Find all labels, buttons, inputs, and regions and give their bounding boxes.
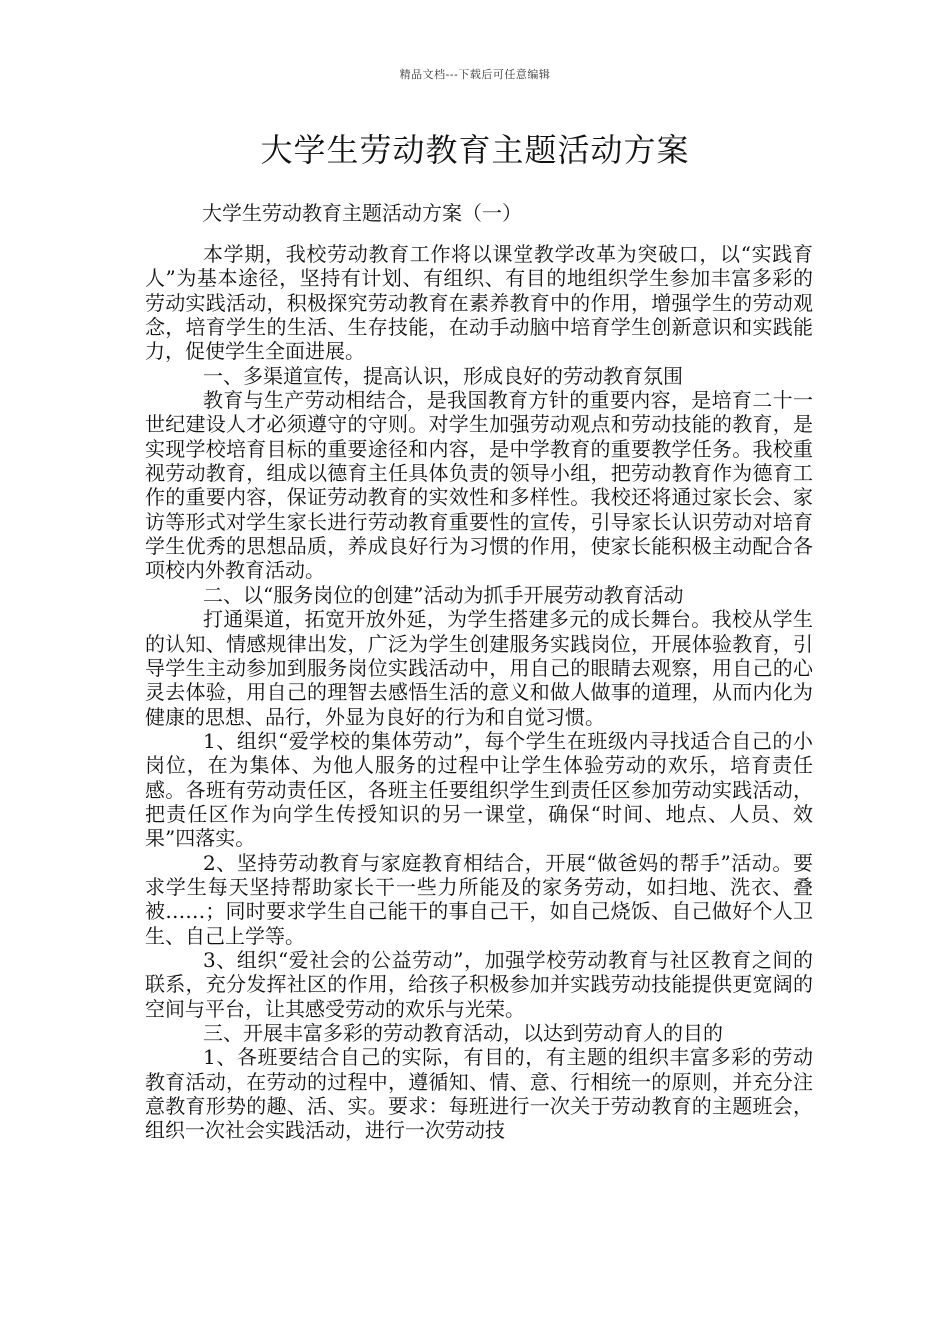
paragraph: 教育与生产劳动相结合，是我国教育方针的重要内容，是培育二十一世纪建设人才必须遵守的守则。对学生加强劳动观点和劳动技能的教育，是实现学校培育目标的重要途径和内容，是中学教育的重要教学任务。我校重视劳动教育，组成以德育主任具体负责的领导小组，把劳动教育作为德育工作的重要内容，保证劳动教育的实效性和多样性。我校还将通过家长会、家访等形式对学生家长进行劳动教育重要性的宣传，引导家长认识劳动对培育学生优秀的思想品质，养成良好行为习惯的作用，使家长能积极主动配合各项校内外教育活动。 [145,388,813,583]
header-note: 精品文档---下载后可任意编辑 [399,68,551,81]
document-subtitle: 大学生劳动教育主题活动方案（一） [202,201,522,225]
section-heading-1: 一、多渠道宣传，提高认识，形成良好的劳动教育氛围 [203,363,683,388]
list-item: 2、坚持劳动教育与家庭教育相结合，开展“做爸妈的帮手”活动。要求学生每天坚持帮助家长干一些力所能及的家务劳动，如扫地、洗衣、叠被……；同时要求学生自己能干的事自己干，如自己烧饭、自己做好个人卫生、自己上学等。 [145,850,813,948]
paragraph-intro: 本学期，我校劳动教育工作将以课堂教学改革为突破口，以“实践育人”为基本途径，坚持有计划、有组织、有目的地组织学生参加丰富多彩的劳动实践活动，积极探究劳动教育在素养教育中的作用，增强学生的劳动观念，培育学生的生活、生存技能，在动手动脑中培育学生创新意识和实践能力，促使学生全面进展。 [145,242,813,364]
paragraph: 打通渠道，拓宽开放外延，为学生搭建多元的成长舞台。我校从学生的认知、情感规律出发，广泛为学生创建服务实践岗位，开展体验教育，引导学生主动参加到服务岗位实践活动中，用自己的眼睛去观察，用自己的心灵去体验，用自己的理智去感悟生活的意义和做人做事的道理，从而内化为健康的思想、品行，外显为良好的行为和自觉习惯。 [145,607,813,729]
list-item: 1、各班要结合自己的实际，有目的，有主题的组织丰富多彩的劳动教育活动，在劳动的过程中，遵循知、情、意、行相统一的原则，并充分注意教育形势的趣、活、实。要求：每班进行一次关于劳动教育的主题班会，组织一次社会实践活动，进行一次劳动技 [145,1045,813,1143]
section-heading-2: 二、以“服务岗位的创建”活动为抓手开展劳动教育活动 [203,582,684,607]
list-item: 1、组织“爱学校的集体劳动”，每个学生在班级内寻找适合自己的小岗位，在为集体、为他人服务的过程中让学生体验劳动的欢乐，培育责任感。各班有劳动责任区，各班主任要组织学生到责任区参加劳动实践活动，把责任区作为向学生传授知识的另一课堂，确保“时间、地点、人员、效果”四落实。 [145,728,813,851]
document-body [145,242,813,1143]
document-title: 大学生劳动教育主题活动方案 [260,131,690,169]
list-item: 3、组织“爱社会的公益劳动”，加强学校劳动教育与社区教育之间的联系，充分发挥社区的作用，给孩子积极参加并实践劳动技能提供更宽阔的空间与平台，让其感受劳动的欢乐与光荣。 [145,947,813,1021]
section-heading-3: 三、开展丰富多彩的劳动教育活动，以达到劳动育人的目的 [203,1021,723,1045]
